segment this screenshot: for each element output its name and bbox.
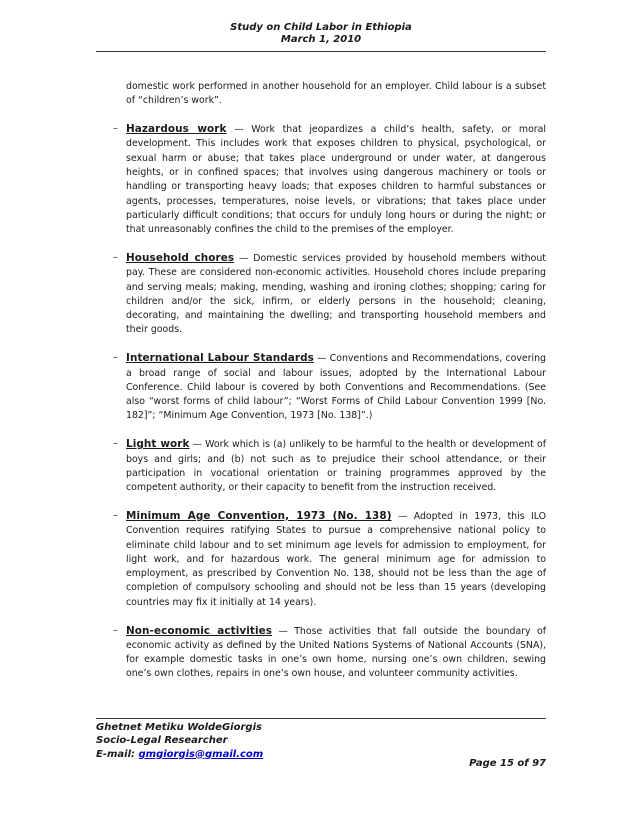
glossary-entry-minimum-age-convention	[96, 509, 546, 610]
page-header	[96, 22, 546, 46]
author-name: Ghetnet Metiku WoldeGiorgis	[96, 722, 262, 733]
entry-separator: —	[272, 625, 295, 637]
entry-dash: –	[113, 438, 118, 450]
document-title: Study on Child Labor in Ethiopia	[230, 22, 412, 33]
document-date: March 1, 2010	[280, 34, 362, 45]
author-email-line	[96, 748, 263, 761]
entry-separator: —	[189, 439, 206, 451]
glossary-entry-non-economic-activities	[96, 624, 546, 682]
glossary-entry-light-work	[96, 437, 546, 495]
entry-separator: —	[391, 510, 414, 522]
entry-separator: —	[234, 252, 254, 264]
entry-term: Hazardous work	[126, 123, 227, 136]
page-footer-author-block	[96, 721, 263, 761]
glossary-entry-household-chores	[96, 251, 546, 338]
entry-dash: –	[113, 624, 118, 636]
email-label: E-mail:	[96, 748, 136, 760]
glossary-entry-international-labour-standards	[96, 351, 546, 423]
entry-term: Household chores	[126, 251, 235, 264]
entry-definition: Those activities that fall outside the boundary of economic activity as defined by the United Nations Systems of National Accounts (SNA), for example domestic tasks in one’s own home, nursing one’s own children, sewing one’s own clothes, repairs in one’s own house, and volunteer community activities.	[126, 625, 546, 680]
entry-separator: —	[226, 124, 252, 136]
entry-dash: –	[113, 251, 118, 263]
entry-definition: Conventions and Recommendations, covering a broad range of social and labour issues, adopted by the International Labour Conference. Child labour is covered by both Conventions and Recommendations. (See also “worst forms of child labour”; “Worst Forms of Child Labour Convention 1999 [No. 182]”; “Minimum Age Convention, 1973 [No. 138]”.)	[126, 353, 546, 422]
entry-dash: –	[113, 509, 118, 521]
entry-term: International Labour Standards	[126, 352, 314, 365]
email-link[interactable]: gmgiorgis@gmail.com	[138, 748, 264, 760]
entry-dash: –	[113, 123, 118, 135]
header-rule	[96, 51, 546, 52]
page-number: Page 15 of 97	[469, 758, 546, 769]
entry-term: Light work	[126, 438, 190, 451]
entry-definition: Work that jeopardizes a child’s health, safety, or moral development. This includes work that exposes children to physical, psychological, or sexual harm or abuse; that takes place underground or under water, at dangerous heights, or in confined spaces; that involves using dangerous machinery or tools or handling or transporting heavy loads; that exposes children to harmful substances or agents, processes, temperatures, noise levels, or vibrations; that takes place under particularly difficult conditions; that occurs for unduly long hours or during the night; or that unreasonably confines the child to the premises of the employer.	[126, 124, 547, 236]
entry-term: Minimum Age Convention, 1973 (No. 138)	[126, 509, 392, 522]
page-body	[96, 80, 546, 682]
continuation-paragraph: domestic work performed in another household for an employer. Child labour is a subset of “children’s work”.	[126, 81, 546, 107]
entry-term: Non-economic activities	[126, 624, 273, 637]
author-role: Socio-Legal Researcher	[96, 735, 228, 747]
entry-definition: Adopted in 1973, this ILO Convention requires ratifying States to pursue a comprehensive national policy to eliminate child labour and to set minimum age levels for admission to employment, for light work, and for hazardous work. The general minimum age for admission to employment, as prescribed by Convention No. 138, should not be less than the age of completion of compulsory schooling and should not be less than 15 years (developing countries may fix it initially at 14 years).	[126, 510, 546, 608]
entry-definition: Domestic services provided by household members without pay. These are considered non-economic activities. Household chores include preparing and serving meals; making, mending, washing and ironing clothes; shopping; caring for children and/or the sick, infirm, or elderly persons in the household; cleaning, decorating, and maintaining the dwelling; and transporting household members and their goods.	[126, 252, 546, 336]
entry-separator: —	[313, 353, 330, 365]
entry-definition: Work which is (a) unlikely to be harmful to the health or development of boys and girls; and (b) not such as to prejudice their school attendance, or their participation in vocational orientation or training programmes approved by the competent authority, or their capacity to benefit from the instruction received.	[126, 439, 546, 494]
footer-rule	[96, 718, 546, 719]
entry-dash: –	[113, 352, 118, 364]
glossary-entry-hazardous-work	[96, 122, 546, 237]
